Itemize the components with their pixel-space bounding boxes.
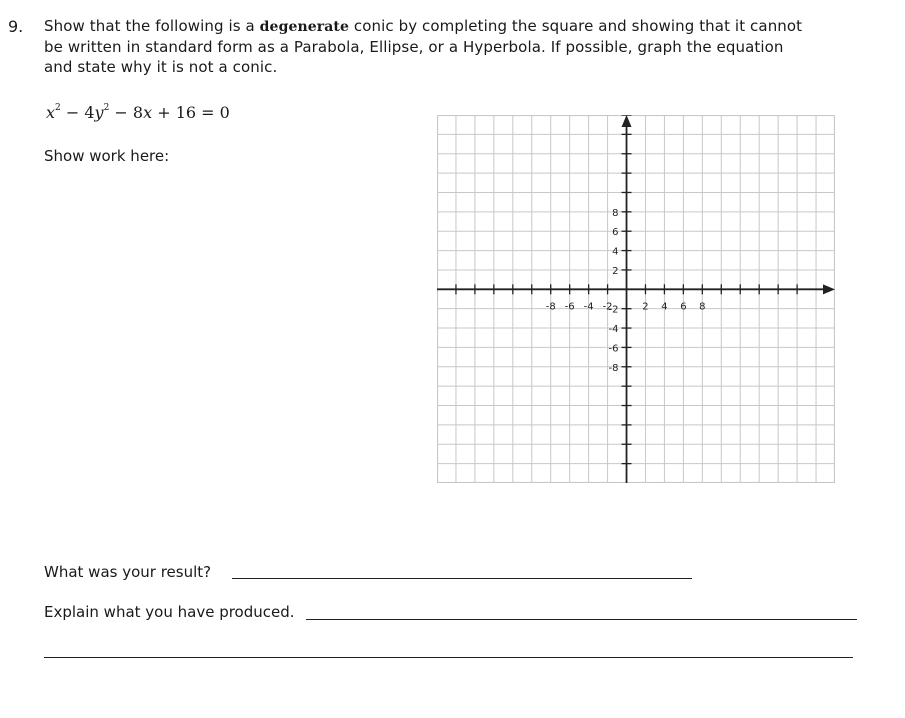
work-label: Show work here: — [44, 147, 170, 165]
prompt-text: conic by completing the square and showing that it cannot — [348, 17, 803, 35]
x-tick-label: -6 — [564, 301, 575, 313]
x-tick-label: 2 — [642, 301, 649, 313]
eq-term: x — [46, 103, 56, 122]
result-label: What was your result? — [44, 563, 212, 581]
eq-op: − 8 — [109, 103, 144, 122]
equation — [46, 103, 230, 122]
question-prompt — [44, 16, 864, 77]
eq-rest: + 16 = 0 — [152, 103, 230, 122]
y-axis-arrow — [622, 115, 632, 127]
eq-term: y — [94, 103, 104, 122]
y-tick-label: -8 — [608, 362, 619, 374]
x-tick-label: 4 — [661, 301, 668, 313]
y-tick-label: 4 — [612, 246, 619, 258]
prompt-text: Show that the following is a — [44, 17, 260, 35]
question-number: 9. — [8, 17, 24, 36]
explain-answer-line-1[interactable] — [306, 619, 857, 620]
prompt-line-1 — [44, 16, 864, 37]
eq-term: x — [143, 103, 153, 122]
y-tick-label: 2 — [612, 265, 619, 277]
y-tick-label: 8 — [612, 207, 619, 219]
result-answer-line[interactable] — [232, 578, 692, 579]
x-tick-label: -8 — [545, 301, 556, 313]
explain-answer-line-2[interactable] — [44, 657, 853, 658]
prompt-line-3: and state why it is not a conic. — [44, 58, 278, 76]
y-tick-label: 6 — [612, 227, 619, 239]
y-tick-label: -6 — [608, 343, 619, 355]
x-tick-label: 8 — [699, 301, 706, 313]
y-tick-label: -2 — [608, 304, 619, 316]
eq-exponent: 2 — [55, 103, 61, 113]
coordinate-grid[interactable] — [437, 115, 835, 483]
explain-label: Explain what you have produced. — [44, 603, 295, 621]
prompt-line-2: be written in standard form as a Parabola, Ellipse, or a Hyperbola. If possible, graph the equation — [44, 38, 784, 56]
x-tick-label: -4 — [583, 301, 594, 313]
eq-op: − 4 — [60, 103, 95, 122]
x-axis-arrow — [823, 284, 835, 294]
x-tick-label: 6 — [680, 301, 687, 313]
prompt-bold-term: degenerate — [259, 19, 349, 35]
x-tick-label: -2 — [602, 301, 613, 313]
eq-exponent: 2 — [103, 103, 110, 113]
grid-border — [438, 116, 835, 483]
y-tick-label: -4 — [608, 324, 619, 336]
